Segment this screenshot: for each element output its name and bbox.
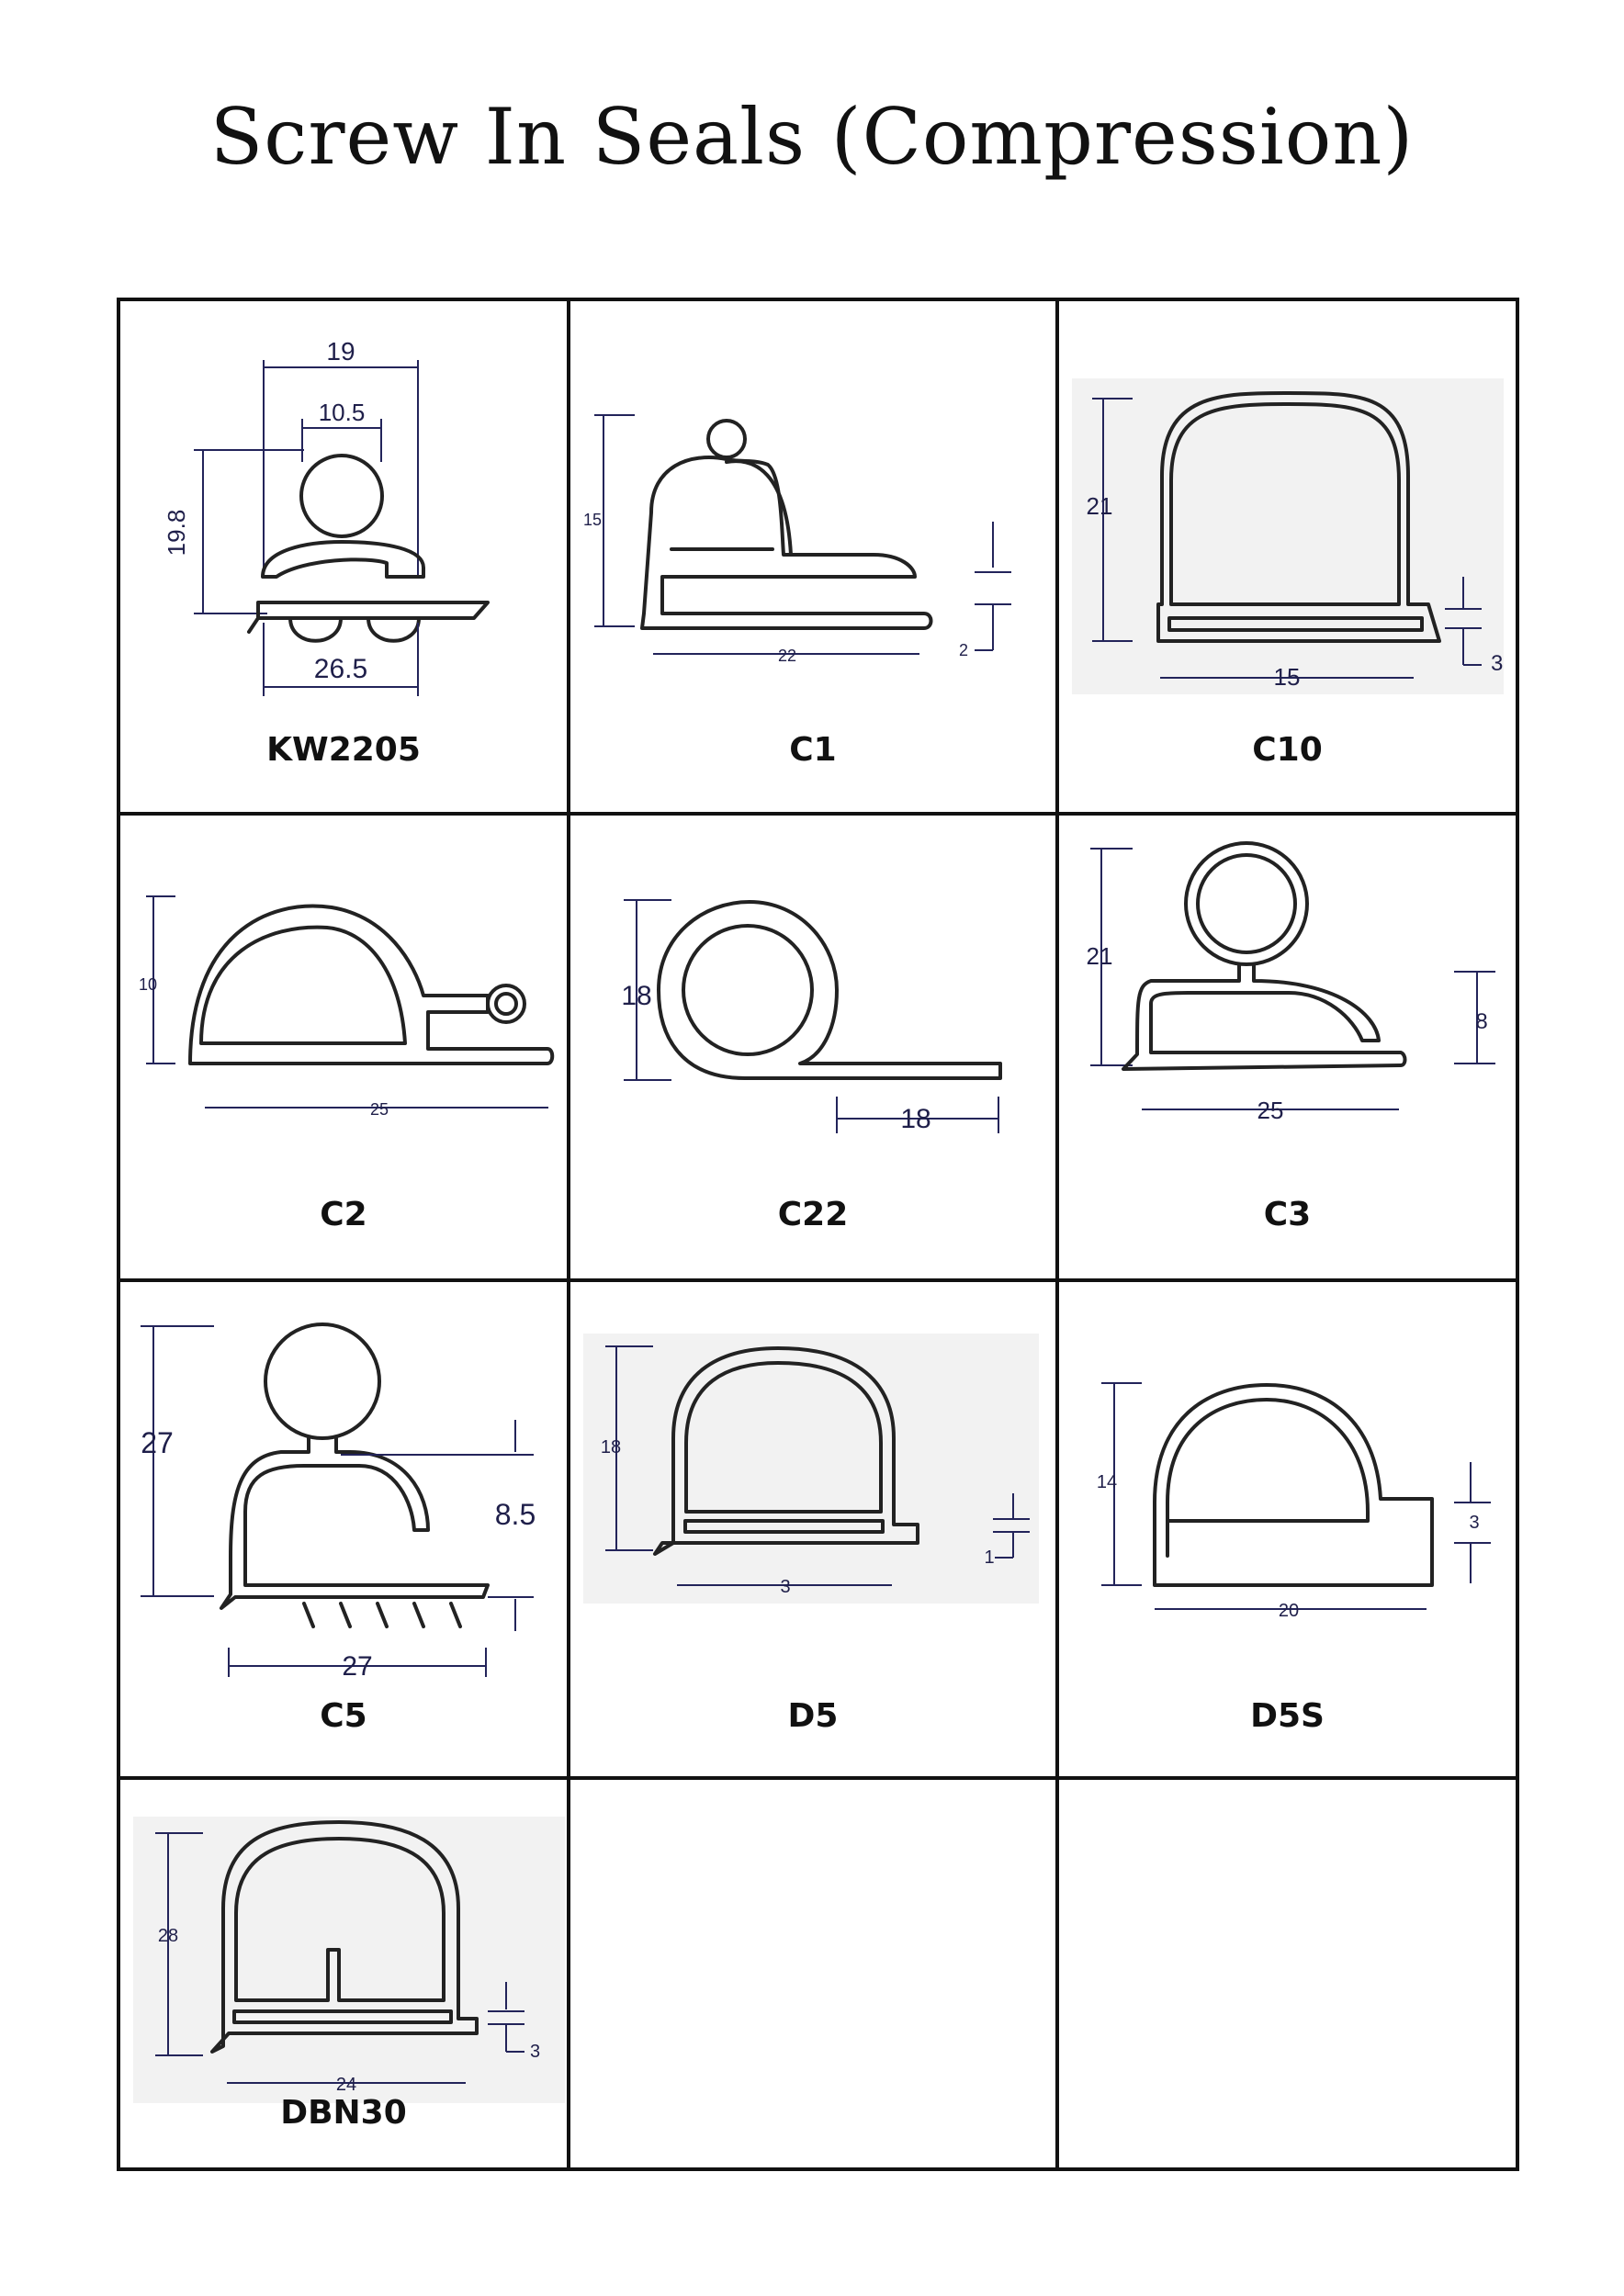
seal-code-label: KW2205 (266, 731, 421, 769)
dim-label: 22 (777, 647, 797, 665)
dim-label: 28 (157, 1926, 179, 1946)
dim-label: 2 (958, 641, 969, 659)
dim-label: 8.5 (494, 1498, 536, 1531)
dim-label: 19.8 (163, 509, 190, 557)
seal-code-label: D5S (1250, 1697, 1325, 1735)
dim-label: 18 (900, 1104, 931, 1134)
dim-label: 18 (621, 981, 652, 1011)
dim-label: 19 (326, 337, 355, 366)
seal-code-label: C5 (320, 1697, 367, 1735)
seal-cell-d5 (570, 1282, 1055, 1776)
dim-label: 10.5 (318, 399, 366, 426)
seal-cell-c22 (570, 816, 1055, 1278)
seal-cell-dbn30 (120, 1780, 567, 2167)
dim-label: 21 (1086, 942, 1113, 970)
dim-label: 26.5 (313, 654, 368, 684)
page-title: Screw In Seals (Compression) (209, 92, 1415, 182)
dim-label: 3 (530, 2042, 541, 2062)
dim-label: 3 (1491, 651, 1504, 676)
seal-code-label: D5 (787, 1697, 839, 1735)
dim-label: 3 (1469, 1513, 1480, 1533)
seal-cell-c10 (1059, 301, 1516, 812)
seal-cell-c2 (120, 816, 567, 1278)
seal-code-label: C1 (789, 731, 837, 769)
dim-label: 10 (138, 975, 158, 994)
dim-label: 8 (1475, 1009, 1488, 1034)
seal-code-label: DBN30 (280, 2094, 407, 2132)
dim-label: 27 (342, 1651, 373, 1682)
seal-cell-c1 (570, 301, 1055, 812)
dim-label: 25 (1257, 1097, 1284, 1124)
seal-code-label: C22 (777, 1196, 849, 1233)
dim-label: 15 (582, 511, 603, 529)
dim-label: 14 (1096, 1472, 1118, 1492)
seal-cell-d5s (1059, 1282, 1516, 1776)
dim-label: 1 (984, 1548, 995, 1568)
empty-cell (570, 1780, 1055, 2167)
seal-code-label: C2 (320, 1196, 367, 1233)
seal-cell-kw2205 (120, 301, 567, 812)
seal-catalog-grid (117, 298, 1519, 2171)
dim-label: 18 (600, 1437, 622, 1458)
seal-cell-c5 (120, 1282, 567, 1776)
seal-code-label: C10 (1252, 731, 1323, 769)
dim-label: 24 (335, 2075, 357, 2095)
dim-label: 27 (141, 1426, 174, 1459)
dim-label: 15 (1273, 663, 1301, 691)
dim-label: 21 (1086, 492, 1113, 520)
empty-cell (1059, 1780, 1516, 2167)
dim-label: 20 (1278, 1601, 1300, 1621)
dim-label: 3 (780, 1577, 791, 1597)
seal-code-label: C3 (1263, 1196, 1312, 1233)
dim-label: 25 (369, 1100, 389, 1119)
seal-cell-c3 (1059, 816, 1516, 1278)
